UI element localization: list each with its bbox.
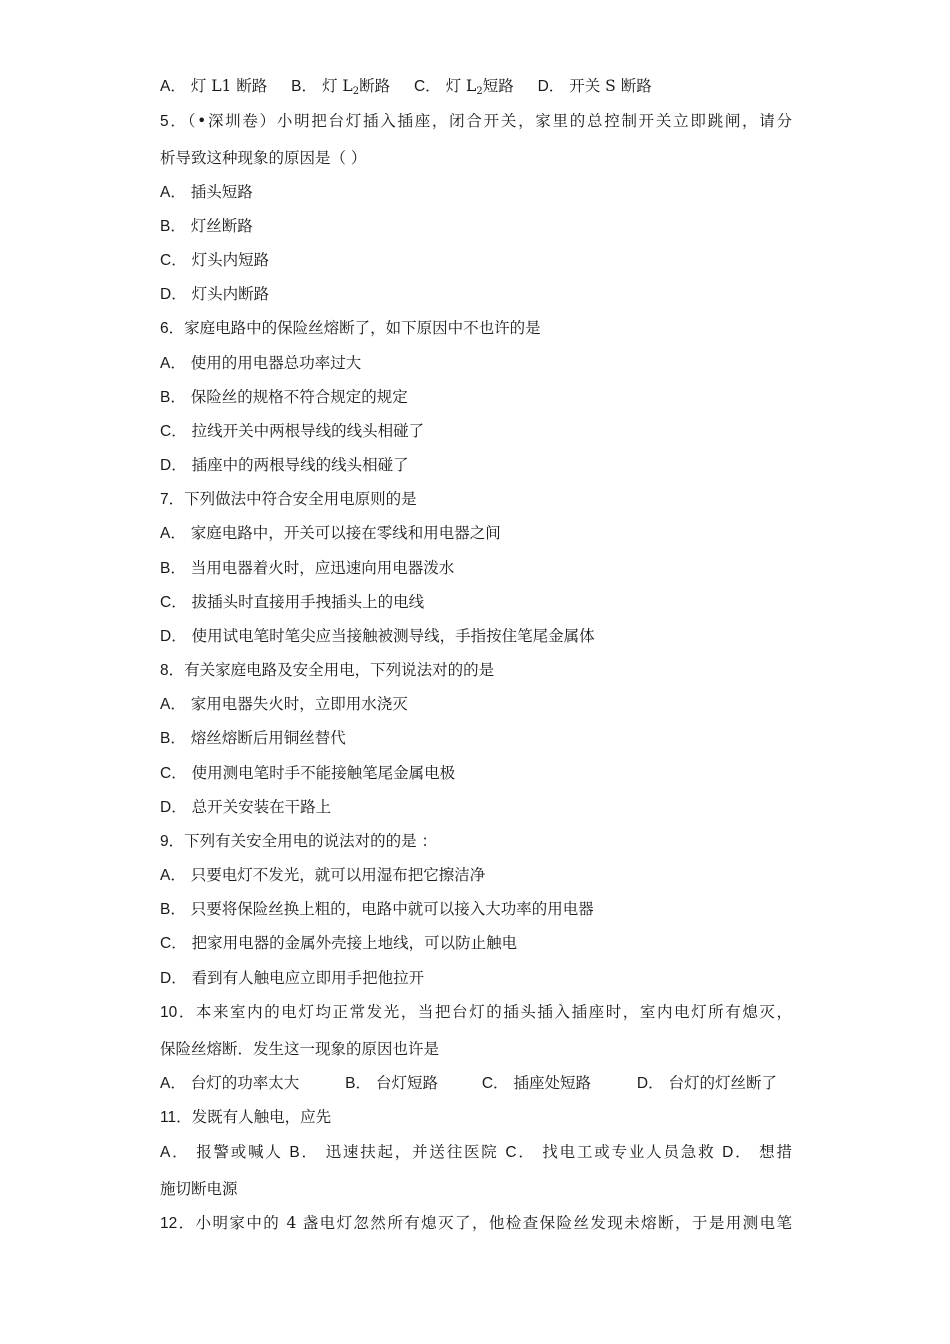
question-text: 家庭电路中的保险丝熔断了，如下原因中不也许的是 [184,319,541,337]
option-c-label: C． [481,1075,509,1092]
option-a-text: 报警或喊人 [196,1143,283,1161]
question-11 [160,1106,792,1128]
question-9 [160,830,792,852]
option-label: A． [160,184,186,201]
question-9-option-a [160,864,792,886]
question-number: 8． [160,662,185,679]
question-8-option-c [160,762,792,784]
option-label: A． [160,525,186,542]
option-text: 只要将保险丝换上粗的，电路中就可以接入大功率的用电器 [190,900,594,918]
option-d-text: 台灯的灯丝断了 [668,1074,778,1092]
option-label: D． [160,970,187,987]
option-label: C． [160,594,187,611]
option-c-text: 找电工或专业人员急救 [542,1143,716,1161]
question-text: （•深圳卷）小明把台灯插入插座，闭合开关，家里的总控制开关立即跳闸，请分 [187,112,792,130]
option-label: D． [160,799,187,816]
option-b-label: B． [291,78,318,95]
option-d-label: D． [537,78,565,95]
question-number: 10． [160,1004,196,1021]
question-number: 6． [160,320,185,337]
option-b-text: 台灯短路 [375,1074,438,1092]
option-b-text: 灯 L [321,77,353,95]
option-label: C． [160,423,187,440]
question-number: 12． [160,1215,196,1232]
question-8 [160,659,792,681]
option-a-label: A． [160,78,186,95]
question-5-line-1 [160,110,792,132]
option-c-text: 插座处短路 [513,1074,591,1092]
prev-question-options [160,75,792,97]
option-b-subscript: 2 [352,86,360,97]
option-label: D． [160,457,187,474]
question-8-option-d [160,796,792,818]
question-12 [160,1212,792,1234]
question-number: 5． [160,113,188,130]
option-text: 家用电器失火时，立即用水浇灭 [190,695,408,713]
question-5-line-2 [160,147,792,169]
option-text: 插头短路 [190,183,253,201]
option-text: 灯头内短路 [191,251,270,269]
question-7-option-b [160,557,792,579]
option-a-text: 台灯的功率太大 [190,1074,300,1092]
option-d-text: 想措 [759,1143,792,1161]
question-text: 本来室内的电灯均正常发光，当把台灯的插头插入插座时，室内电灯所有熄灭， [195,1003,792,1021]
option-text: 熔丝熔断后用铜丝替代 [190,729,346,747]
option-label: C． [160,252,187,269]
option-text: 使用试电笔时笔尖应当接触被测导线，手指按住笔尾金属体 [191,627,595,645]
option-b-text: 迅速扶起，并送往医院 [325,1143,499,1161]
question-10-line-1 [160,1001,792,1023]
option-c-text-end: 短路 [482,77,514,95]
question-7-option-c [160,591,792,613]
option-d-label: D． [636,1075,664,1092]
question-7-option-d [160,625,792,647]
question-number: 7． [160,491,185,508]
option-label: A． [160,867,186,884]
question-number: 11． [160,1109,192,1126]
question-6-option-a [160,352,792,374]
option-label: B． [160,901,186,918]
option-text: 灯头内断路 [191,285,270,303]
option-c-label: C． [505,1144,536,1161]
option-a-label: A． [160,1144,190,1161]
question-text: 下列有关安全用电的说法对的的是 ： [184,832,438,850]
option-label: B． [160,730,186,747]
question-9-option-b [160,898,792,920]
option-text: 把家用电器的金属外壳接上地线，可以防止触电 [191,934,518,952]
question-text: 析导致这种现象的原因是（ ） [160,149,367,167]
question-5-option-c [160,249,792,271]
option-text: 看到有人触电应立即用手把他拉开 [191,969,425,987]
option-b-text-end: 断路 [359,77,391,95]
question-5-option-b [160,215,792,237]
question-text: 下列做法中符合安全用电原则的是 [184,490,417,508]
question-8-option-b [160,727,792,749]
option-label: C． [160,935,187,952]
question-11-options [160,1141,792,1163]
option-b-label: B． [345,1075,372,1092]
option-label: D． [160,286,187,303]
option-text: 插座中的两根导线的线头相碰了 [191,456,409,474]
option-label: A． [160,355,186,372]
question-9-option-c [160,932,792,954]
option-c-text: 灯 L [445,77,477,95]
question-text: 保险丝熔断．发生这一现象的原因也许是 [160,1040,440,1058]
question-text: 有关家庭电路及安全用电，下列说法对的的是 [184,661,495,679]
option-text: 家庭电路中，开关可以接在零线和用电器之间 [190,524,501,542]
option-label: D． [160,628,187,645]
option-d-label: D． [722,1144,753,1161]
question-10-options [160,1072,792,1094]
question-8-option-a [160,693,792,715]
question-text: 发既有人触电，应先 [191,1108,332,1126]
question-5-option-d [160,283,792,305]
option-text: 当用电器着火时，应迅速向用电器泼水 [190,559,455,577]
question-5-option-a [160,181,792,203]
question-7-option-a [160,522,792,544]
option-d-text: 开关 S 断路 [569,77,652,95]
question-10-line-2 [160,1038,792,1060]
option-text: 只要电灯不发光，就可以用湿布把它擦洁净 [190,866,486,884]
option-d-text-continued: 施切断电源 [160,1180,238,1198]
question-6-option-d [160,454,792,476]
option-text: 拉线开关中两根导线的线头相碰了 [191,422,425,440]
option-text: 使用的用电器总功率过大 [190,354,362,372]
option-c-subscript: 2 [476,86,483,97]
option-b-label: B． [289,1144,319,1161]
question-9-option-d [160,967,792,989]
option-text: 灯丝断路 [190,217,253,235]
option-text: 使用测电笔时手不能接触笔尾金属电极 [191,764,456,782]
question-7 [160,488,792,510]
option-text: 总开关安装在干路上 [191,798,332,816]
question-text: 小明家中的 4 盏电灯忽然所有熄灭了，他检查保险丝发现未熔断，于是用测电笔 [195,1214,793,1232]
question-6-option-c [160,420,792,442]
option-label: A． [160,696,186,713]
option-label: B． [160,389,186,406]
option-a-label: A． [160,1075,186,1092]
option-text: 保险丝的规格不符合规定的规定 [190,388,408,406]
question-number: 9． [160,833,185,850]
option-label: B． [160,560,186,577]
option-label: C． [160,765,187,782]
question-6 [160,317,792,339]
option-text: 拔插头时直接用手拽插头上的电线 [191,593,425,611]
option-label: B． [160,218,186,235]
option-c-label: C． [413,78,441,95]
option-a-text: 灯 L1 断路 [190,77,268,95]
question-6-option-b [160,386,792,408]
question-11-options-continued [160,1178,792,1200]
